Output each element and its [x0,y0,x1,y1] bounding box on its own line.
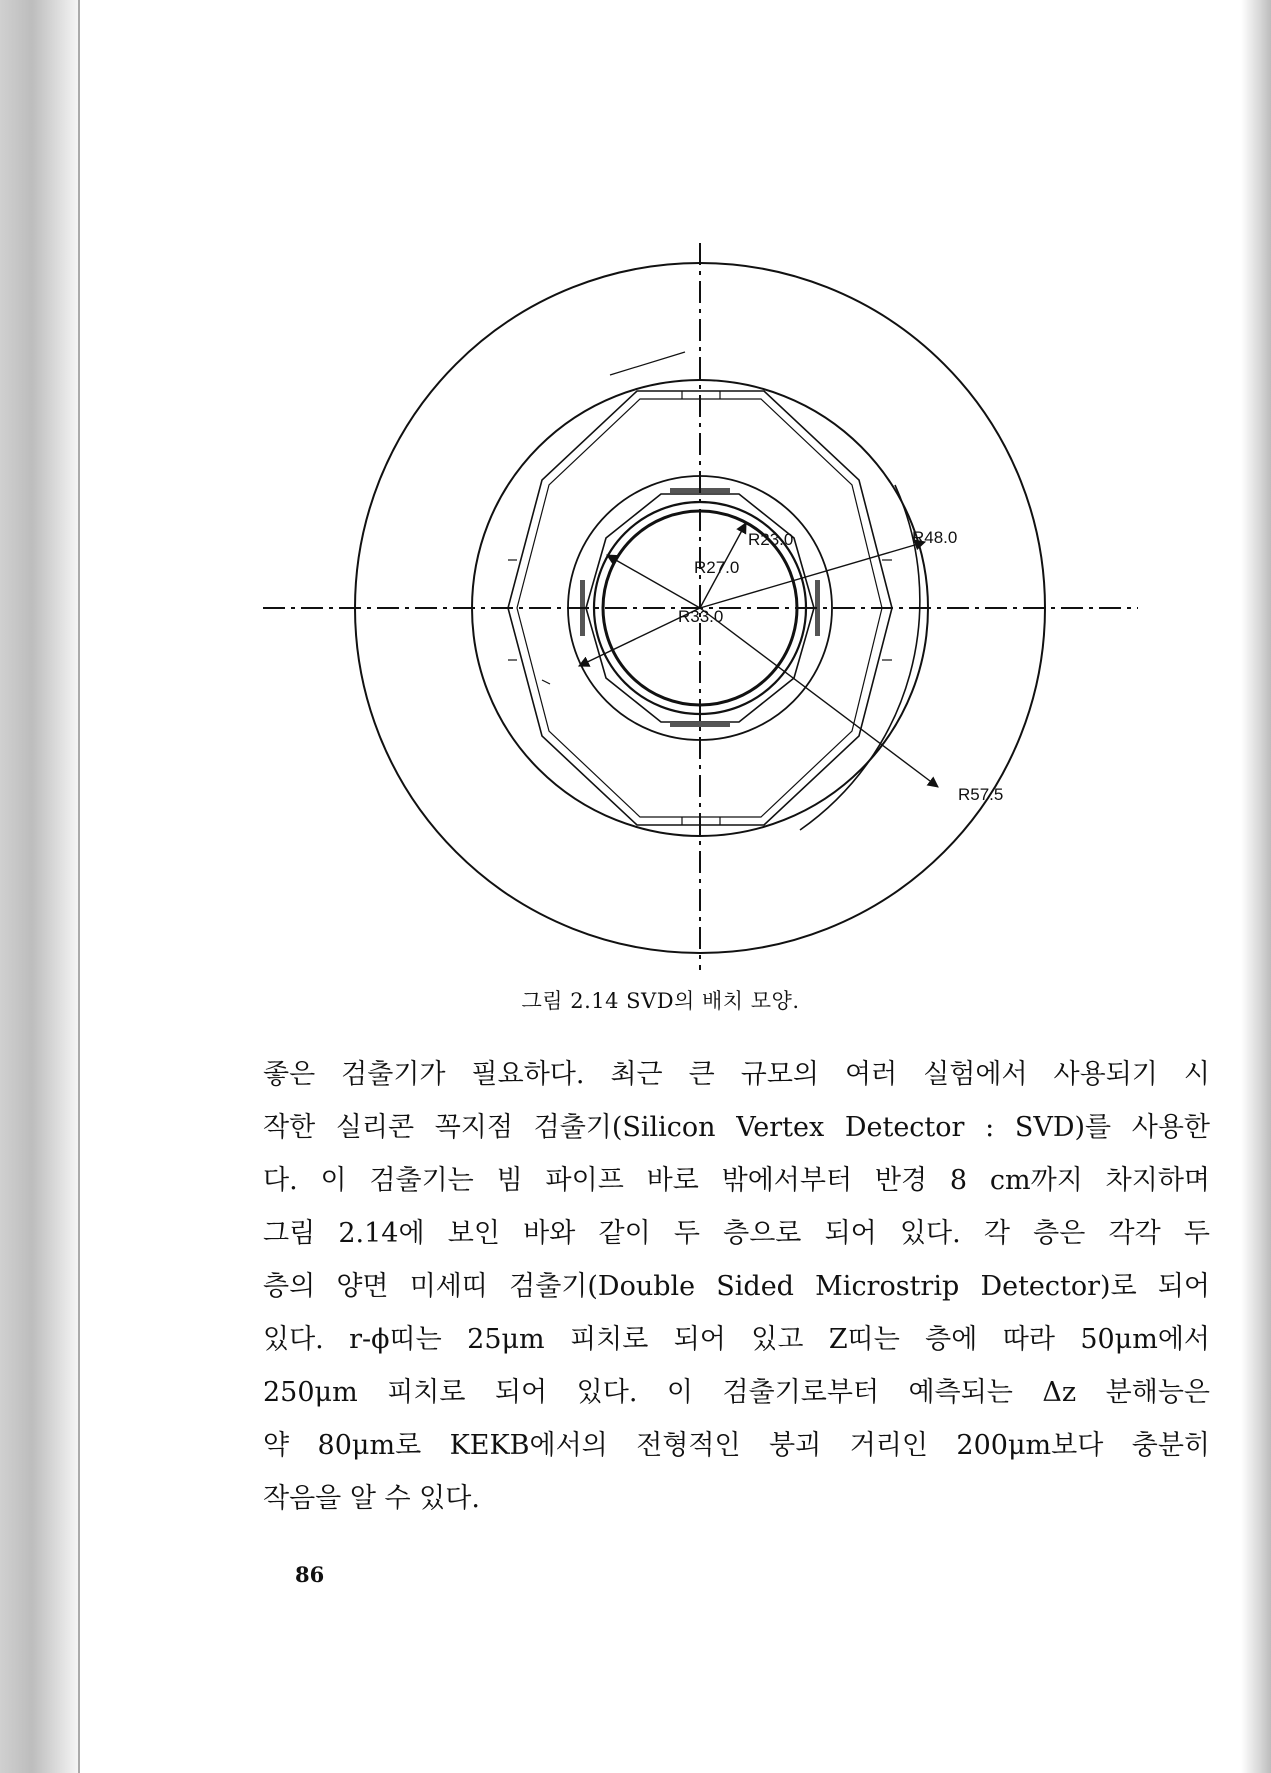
page-number: 86 [295,1562,325,1587]
text-line: 약 80μm로 KEKB에서의 전형적인 붕괴 거리인 200μm보다 충분히 [263,1430,1210,1461]
tick-line [542,680,550,684]
label-r23: R23.0 [748,530,794,549]
label-r27: R27.0 [694,558,740,577]
label-r57: R57.5 [958,785,1004,804]
page-edge-shadow [1241,0,1271,1773]
sensor-strip [670,722,730,727]
radius-arrow-r27 [607,555,700,608]
book-page [80,0,1241,1773]
figure-caption: 그림 2.14 SVD의 배치 모양. [521,989,800,1013]
text-line: 250μm 피치로 되어 있다. 이 검출기로부터 예측되는 Δz 분해능은 [263,1377,1210,1408]
text-line: 작음을 알 수 있다. [263,1483,480,1514]
body-paragraph [263,1048,1210,1525]
text-line: 층의 양면 미세띠 검출기(Double Sided Microstrip Detector)로 되어 [263,1271,1210,1302]
text-line: 작한 실리콘 꼭지점 검출기(Silicon Vertex Detector : SVD)를 사용한 [263,1112,1210,1143]
tick-line [610,352,685,375]
outer-arc-segment [800,485,920,830]
text-line: 좋은 검출기가 필요하다. 최근 큰 규모의 여러 실험에서 사용되기 시 [263,1059,1210,1090]
text-line: 있다. r-ϕ띠는 25μm 피치로 되어 있고 Z띠는 층에 따라 50μm에서 [263,1324,1210,1355]
label-r33: R33.0 [678,607,724,626]
book-spine-edge [0,0,80,1773]
text-line: 그림 2.14에 보인 바와 같이 두 층으로 되어 있다. 각 층은 각각 두 [263,1218,1210,1249]
text-line: 다. 이 검출기는 빔 파이프 바로 밖에서부터 반경 8 cm까지 차지하며 [263,1165,1210,1196]
svd-layout-diagram [80,0,1241,1000]
label-r48: R48.0 [912,528,958,547]
